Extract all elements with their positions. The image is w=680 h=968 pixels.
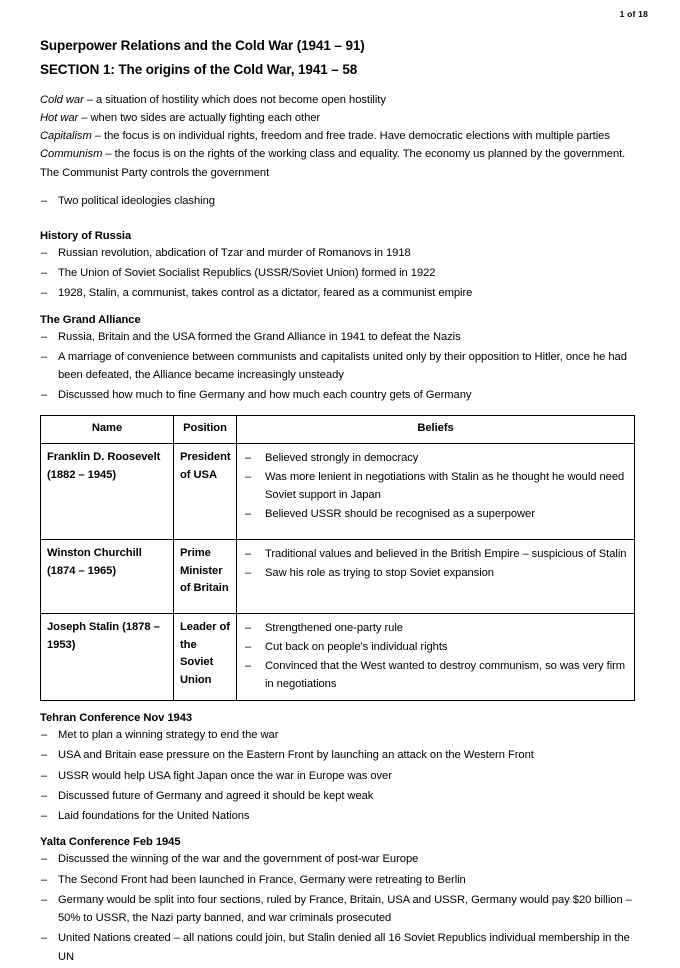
list-item: – Germany would be split into four sections, ruled by France, Britain, USA and USSR, Germany would pay $20 billion – 50% to USSR, the Nazi party banned, and war criminals prosecuted [40, 891, 640, 928]
page-title: Superpower Relations and the Cold War (1941 – 91) [40, 38, 365, 53]
definition-term: Cold war [40, 94, 84, 106]
list-item: – Believed strongly in democracy [243, 449, 628, 467]
list-item: – Discussed how much to fine Germany and how much each country gets of Germany [40, 386, 640, 404]
cell-beliefs [237, 613, 635, 701]
list-item: – Russia, Britain and the USA formed the Grand Alliance in 1941 to defeat the Nazis [40, 328, 640, 346]
list-item: – A marriage of convenience between communists and capitalists united only by their opposition to Hitler, once he had been defeated, the Alliance became increasingly unsteady [40, 348, 640, 385]
list-item: – Convinced that the West wanted to destroy communism, so was very firm in negotiations [243, 657, 628, 693]
list-item: – 1928, Stalin, a communist, takes control as a dictator, feared as a communist empire [40, 284, 640, 302]
definition-hot-war [40, 109, 640, 127]
list-item: – Discussed the winning of the war and the government of post-war Europe [40, 850, 640, 868]
definition-communism [40, 145, 640, 181]
definition-text: – the focus is on individual rights, freedom and free trade. Have democratic elections with multiple parties [91, 130, 610, 143]
cell-name: Joseph Stalin (1878 – 1953) [41, 613, 174, 701]
cell-name: Franklin D. Roosevelt (1882 – 1945) [41, 443, 174, 539]
grand-alliance-list [40, 328, 640, 405]
definition-text: – when two sides are actually fighting each other [78, 112, 321, 125]
cell-position: Prime Minister of Britain [174, 539, 237, 613]
definitions-block [40, 91, 640, 182]
cell-beliefs [237, 443, 635, 539]
cell-position: Leader of the Soviet Union [174, 613, 237, 701]
leaders-table [40, 415, 635, 701]
cell-name: Winston Churchill (1874 – 1965) [41, 539, 174, 613]
heading-yalta-conference: Yalta Conference Feb 1945 [40, 836, 181, 849]
spacer [40, 212, 640, 219]
tehran-conference-list [40, 726, 640, 825]
yalta-conference-list [40, 850, 640, 966]
list-item: – Laid foundations for the United Nations [40, 807, 640, 825]
table-row [41, 443, 635, 539]
definition-text: – a situation of hostility which does not become open hostility [83, 94, 386, 106]
section-title: SECTION 1: The origins of the Cold War, 1941 – 58 [40, 62, 358, 77]
cell-position: President of USA [174, 443, 237, 539]
beliefs-list [243, 545, 628, 582]
definition-term: Communism [40, 148, 103, 161]
list-item: – United Nations created – all nations could join, but Stalin denied all 16 Soviet Republics individual membership in the UN [40, 929, 640, 966]
heading-history-of-russia: History of Russia [40, 229, 132, 242]
column-header-name: Name [41, 415, 174, 443]
definition-capitalism [40, 127, 640, 145]
table-header-row [41, 415, 635, 443]
list-item: – Traditional values and believed in the British Empire – suspicious of Stalin [243, 545, 628, 563]
intro-bullet-list [40, 192, 640, 210]
list-item: – Saw his role as trying to stop Soviet expansion [243, 564, 628, 582]
spacer [40, 182, 640, 192]
definition-text: – the focus is on the rights of the working class and equality. The economy us planned by the government. The Communist Party controls the government [40, 148, 626, 179]
list-item: – Russian revolution, abdication of Tzar and murder of Romanovs in 1918 [40, 244, 640, 262]
list-item: – USSR would help USA fight Japan once the war in Europe was over [40, 767, 640, 785]
list-item: – Two political ideologies clashing [40, 192, 640, 210]
cell-beliefs [237, 539, 635, 613]
definition-term: Capitalism [40, 130, 92, 143]
list-item: – Cut back on people's individual rights [243, 638, 628, 656]
list-item: – Met to plan a winning strategy to end the war [40, 726, 640, 744]
list-item: – The Union of Soviet Socialist Republics (USSR/Soviet Union) formed in 1922 [40, 264, 640, 282]
list-item: – USA and Britain ease pressure on the Eastern Front by launching an attack on the Western Front [40, 746, 640, 764]
beliefs-list [243, 619, 628, 694]
list-item: – Discussed future of Germany and agreed it should be kept weak [40, 787, 640, 805]
table-row [41, 539, 635, 613]
list-item: – Believed USSR should be recognised as a superpower [243, 505, 628, 523]
list-item: – Was more lenient in negotiations with Stalin as he thought he would need Soviet support in Japan [243, 468, 628, 504]
heading-tehran-conference: Tehran Conference Nov 1943 [40, 712, 193, 725]
beliefs-list [243, 449, 628, 524]
definition-cold-war [40, 91, 640, 109]
document-body [40, 38, 640, 968]
list-item: – The Second Front had been launched in France, Germany were retreating to Berlin [40, 871, 640, 889]
history-of-russia-list [40, 244, 640, 303]
list-item: – Strengthened one-party rule [243, 619, 628, 637]
column-header-position: Position [174, 415, 237, 443]
definition-term: Hot war [40, 112, 79, 125]
column-header-beliefs: Beliefs [237, 415, 635, 443]
heading-the-grand-alliance: The Grand Alliance [40, 313, 141, 326]
table-row [41, 613, 635, 701]
page-number: 1 of 18 [619, 9, 648, 19]
